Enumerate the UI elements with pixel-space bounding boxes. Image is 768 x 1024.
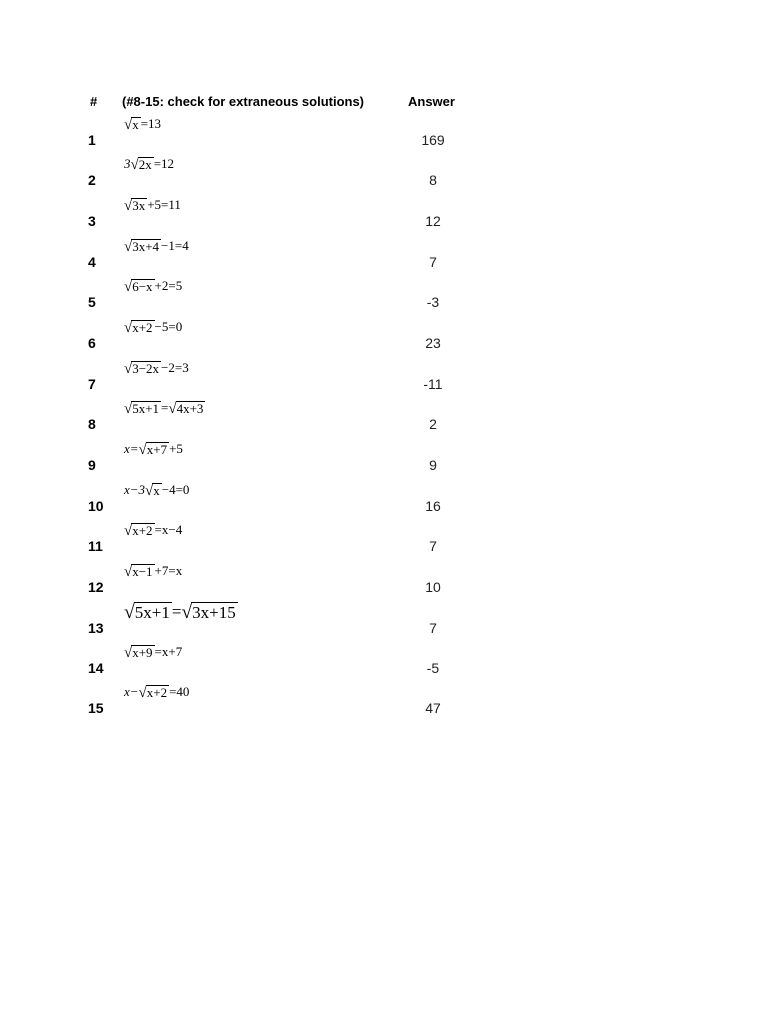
answer-value: 12	[425, 213, 441, 229]
radicand: x	[153, 483, 160, 498]
problem-number: 15	[88, 700, 104, 716]
problem-row	[0, 319, 768, 367]
answer-value: -5	[426, 660, 440, 676]
radical	[124, 239, 161, 255]
radicand: x	[132, 117, 139, 132]
radical	[124, 401, 161, 417]
problem-number: 1	[88, 132, 96, 148]
equation-suffix: +7=x	[154, 563, 183, 578]
radical	[124, 117, 141, 133]
radicand: 3−2x	[132, 361, 160, 376]
equation	[124, 522, 182, 539]
problem-row	[0, 156, 768, 204]
radical-sign-icon: √	[124, 239, 133, 255]
radical-sign-icon: √	[124, 198, 133, 214]
radicand: 3x+4	[132, 239, 160, 254]
radical-sign-icon: √	[124, 564, 133, 580]
problem-row	[0, 563, 768, 611]
problem-row	[0, 278, 768, 326]
answer-value: -3	[426, 294, 440, 310]
answer-value: 16	[425, 498, 441, 514]
equation	[124, 602, 238, 623]
equation-suffix: −2=3	[161, 360, 189, 375]
radical	[124, 320, 155, 336]
radical	[131, 157, 154, 173]
radical-sign-icon: √	[130, 157, 139, 173]
answer-value: 169	[421, 132, 445, 148]
radical-sign-icon: √	[145, 483, 154, 499]
equation-suffix: +5=11	[147, 197, 181, 212]
problem-number: 11	[88, 538, 103, 554]
radical	[124, 279, 155, 295]
equation	[124, 441, 183, 458]
radical-sign-icon: √	[124, 602, 135, 623]
equation-suffix: =13	[140, 116, 162, 131]
equation-suffix: =12	[153, 156, 175, 171]
problem-row	[0, 602, 768, 652]
problem-number: 8	[88, 416, 96, 432]
problem-number: 9	[88, 457, 96, 473]
equation-suffix: −5=0	[154, 319, 183, 334]
equation-prefix: 3	[124, 156, 131, 171]
radical-sign-icon: √	[124, 401, 133, 417]
equation-suffix: +5	[169, 441, 183, 456]
radical-sign-icon: √	[181, 602, 193, 623]
radical	[145, 483, 162, 499]
problem-number: 13	[88, 620, 104, 636]
problem-row	[0, 360, 768, 408]
radical	[124, 564, 155, 580]
problem-number: 14	[88, 660, 104, 676]
equation	[124, 238, 189, 255]
equation	[124, 319, 182, 336]
radicand: 4x+3	[176, 401, 204, 416]
problem-row	[0, 482, 768, 530]
header-answer: Answer	[408, 94, 455, 109]
radicand: 2x	[138, 157, 152, 172]
equals-sign: =	[161, 400, 169, 415]
radical-sign-icon: √	[124, 361, 133, 377]
radicand: x+7	[146, 442, 168, 457]
problem-number: 6	[88, 335, 96, 351]
answer-value: 47	[425, 700, 441, 716]
problem-row	[0, 684, 768, 732]
answer-value: 9	[429, 457, 437, 473]
radical-second	[168, 401, 205, 417]
radicand: 3x	[132, 198, 146, 213]
radicand: 3x+15	[192, 603, 236, 622]
equation	[124, 116, 161, 133]
problem-row	[0, 400, 768, 448]
radical-sign-icon: √	[124, 117, 133, 133]
equation	[124, 482, 189, 499]
radical-sign-icon: √	[124, 279, 133, 295]
problem-number: 10	[88, 498, 104, 514]
header-number: #	[90, 94, 98, 109]
equation-suffix: =40	[169, 684, 190, 699]
equation-suffix: =x+7	[154, 644, 183, 659]
answer-value: 8	[429, 172, 437, 188]
radicand: 5x+1	[132, 401, 160, 416]
equation	[124, 644, 182, 661]
radical	[139, 685, 170, 701]
problem-row	[0, 522, 768, 570]
equation	[124, 278, 182, 295]
equation	[124, 563, 182, 580]
answer-value: 2	[429, 416, 437, 432]
problem-number: 4	[88, 254, 96, 270]
answer-value: -11	[423, 376, 443, 392]
radical-sign-icon: √	[168, 401, 177, 417]
equation-suffix: −1=4	[161, 238, 189, 253]
answer-value: 7	[429, 538, 437, 554]
radical	[124, 361, 161, 377]
equation-suffix: −4=0	[161, 482, 190, 497]
problem-number: 7	[88, 376, 96, 392]
problem-row	[0, 644, 768, 692]
problem-row	[0, 238, 768, 286]
radical-sign-icon: √	[138, 442, 147, 458]
radical	[124, 602, 172, 623]
radicand: 5x+1	[134, 603, 170, 622]
problem-row	[0, 197, 768, 245]
header-problem: (#8-15: check for extraneous solutions)	[122, 94, 365, 109]
answer-value: 7	[429, 620, 437, 636]
radicand: x+9	[132, 645, 153, 660]
problem-number: 5	[88, 294, 96, 310]
radical-sign-icon: √	[124, 320, 133, 336]
equation-suffix: =x−4	[154, 522, 183, 537]
equation-suffix: +2=5	[154, 278, 183, 293]
equation	[124, 197, 181, 214]
radical-second	[181, 602, 237, 623]
radicand: x+2	[146, 685, 168, 700]
radicand: 6−x	[132, 279, 153, 294]
problem-number: 3	[88, 213, 96, 229]
radicand: x−1	[132, 564, 153, 579]
radical	[139, 442, 170, 458]
problem-number: 2	[88, 172, 96, 188]
radicand: x+2	[132, 523, 153, 538]
equation-prefix: x−	[124, 684, 139, 699]
equation	[124, 400, 205, 417]
equation	[124, 684, 189, 701]
answer-value: 7	[429, 254, 437, 270]
radical	[124, 198, 147, 214]
equation-prefix: x=	[124, 441, 139, 456]
problem-row	[0, 441, 768, 489]
equation	[124, 360, 189, 377]
problem-row	[0, 116, 768, 164]
radicand: x+2	[132, 320, 153, 335]
equation	[124, 156, 174, 173]
radical-sign-icon: √	[124, 645, 133, 661]
radical	[124, 645, 155, 661]
radical	[124, 523, 155, 539]
radical-sign-icon: √	[138, 685, 147, 701]
equals-sign: =	[171, 602, 182, 621]
answer-value: 23	[425, 335, 441, 351]
equation-prefix: x−3	[124, 482, 146, 497]
answer-value: 10	[425, 579, 441, 595]
problem-number: 12	[88, 579, 104, 595]
radical-sign-icon: √	[124, 523, 133, 539]
